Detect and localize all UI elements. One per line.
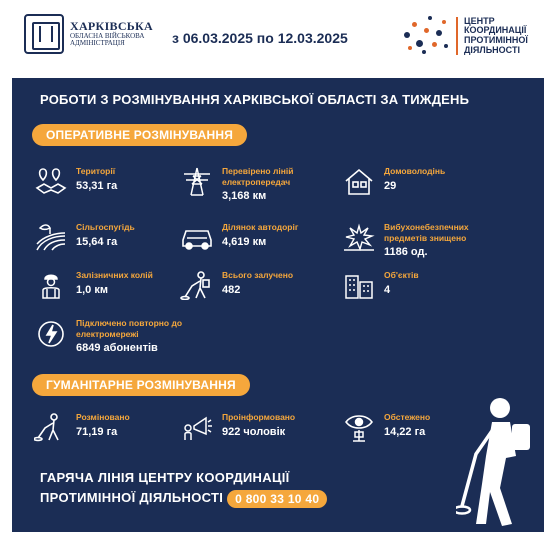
power-tower-icon xyxy=(180,166,214,196)
stat-roads-label: Ділянок автодоріг xyxy=(222,222,299,232)
stat-reconnected-value: 6849 абонентів xyxy=(76,342,158,355)
house-icon xyxy=(342,166,376,196)
stat-explosives-value: 1186 од. xyxy=(384,246,428,259)
stat-reconnected xyxy=(34,318,196,354)
org-name: ХАРКІВСЬКА xyxy=(70,19,154,34)
stat-total-involved xyxy=(180,270,293,300)
stat-farmland-label: Сільгоспугідь xyxy=(76,222,135,232)
mine-action-center-logo xyxy=(402,14,528,58)
stat-surveyed-label: Обстежено xyxy=(384,412,431,422)
stat-reconnected-label: Підключено повторно до електромережі xyxy=(76,318,183,339)
survey-eye-icon xyxy=(342,412,376,442)
hotline-line-2: ПРОТИМІННОЇ ДІЯЛЬНОСТІ xyxy=(40,490,224,506)
stat-explosives-label: Вибухонебезпечних предметів знищено xyxy=(384,222,469,243)
org-subtitle-1: ОБЛАСНА ВІЙСЬКОВА xyxy=(70,31,145,40)
stat-objects-value: 4 xyxy=(384,283,391,296)
infographic-panel xyxy=(12,78,544,532)
mine-detector-icon xyxy=(180,270,214,300)
coat-of-arms-icon xyxy=(24,14,64,54)
humanitarian-heading: ГУМАНІТАРНЕ РОЗМІНУВАННЯ xyxy=(32,374,250,396)
center-line-2: КООРДИНАЦІЇ xyxy=(464,25,527,36)
megaphone-icon xyxy=(180,412,214,442)
stat-roads xyxy=(180,222,298,252)
railway-worker-icon xyxy=(34,270,68,300)
center-line-1: ЦЕНТР xyxy=(464,15,495,26)
stat-informed-label: Проінформовано xyxy=(222,412,296,422)
hotline xyxy=(40,468,327,508)
org-subtitle-2: АДМІНІСТРАЦІЯ xyxy=(70,39,125,48)
car-icon xyxy=(180,222,214,252)
stat-households xyxy=(342,166,445,196)
stat-territories xyxy=(34,166,117,196)
operational-heading: ОПЕРАТИВНЕ РОЗМІНУВАННЯ xyxy=(32,124,247,146)
stat-explosives xyxy=(342,222,488,258)
stat-farmland xyxy=(34,222,135,252)
center-line-3: ПРОТИМІННОЇ xyxy=(464,35,528,45)
stat-surveyed-value: 14,22 га xyxy=(384,425,426,438)
farmland-icon xyxy=(34,222,68,252)
stat-demined-label: Розміновано xyxy=(76,412,130,422)
stat-territories-label: Території xyxy=(76,166,116,176)
stat-power-lines-label: Перевірено ліній електропередач xyxy=(222,166,294,187)
stat-railways-label: Залізничних колій xyxy=(76,270,153,280)
stat-railways xyxy=(34,270,153,300)
center-line-4: ДІЯЛЬНОСТІ xyxy=(464,44,520,55)
buildings-icon xyxy=(342,270,376,300)
date-range: з 06.03.2025 по 12.03.2025 xyxy=(172,30,348,46)
stat-informed-value: 922 чоловік xyxy=(222,425,286,438)
stat-total-involved-label: Всього залучено xyxy=(222,270,294,280)
stat-farmland-value: 15,64 га xyxy=(76,235,118,248)
stat-territories-value: 53,31 га xyxy=(76,179,118,192)
header xyxy=(0,0,556,78)
stat-power-lines xyxy=(180,166,334,202)
map-pins-icon xyxy=(34,166,68,196)
stat-roads-value: 4,619 км xyxy=(222,235,267,248)
stat-objects xyxy=(342,270,419,300)
stat-power-lines-value: 3,168 км xyxy=(222,190,267,203)
oblast-administration-logo xyxy=(24,14,153,54)
stat-demined-value: 71,19 га xyxy=(76,425,118,438)
deminer-illustration-icon xyxy=(456,396,540,528)
stat-informed xyxy=(180,412,295,442)
explosion-icon xyxy=(342,222,376,252)
stat-surveyed xyxy=(342,412,430,442)
dots-network-icon xyxy=(402,14,450,58)
stat-objects-label: Об'єктів xyxy=(384,270,419,280)
stat-households-value: 29 xyxy=(384,179,397,192)
infographic-title: РОБОТИ З РОЗМІНУВАННЯ ХАРКІВСЬКОЇ ОБЛАСТІ ЗА ТИЖДЕНЬ xyxy=(40,92,470,107)
hotline-line-1: ГАРЯЧА ЛІНІЯ ЦЕНТРУ КООРДИНАЦІЇ xyxy=(40,470,290,485)
deminer-icon xyxy=(34,412,68,442)
stat-households-label: Домоволодінь xyxy=(384,166,446,176)
stat-demined xyxy=(34,412,130,442)
hotline-phone[interactable]: 0 800 33 10 40 xyxy=(227,490,327,508)
power-plug-icon xyxy=(34,318,68,348)
stat-railways-value: 1,0 км xyxy=(76,283,108,296)
stat-total-involved-value: 482 xyxy=(222,283,241,296)
